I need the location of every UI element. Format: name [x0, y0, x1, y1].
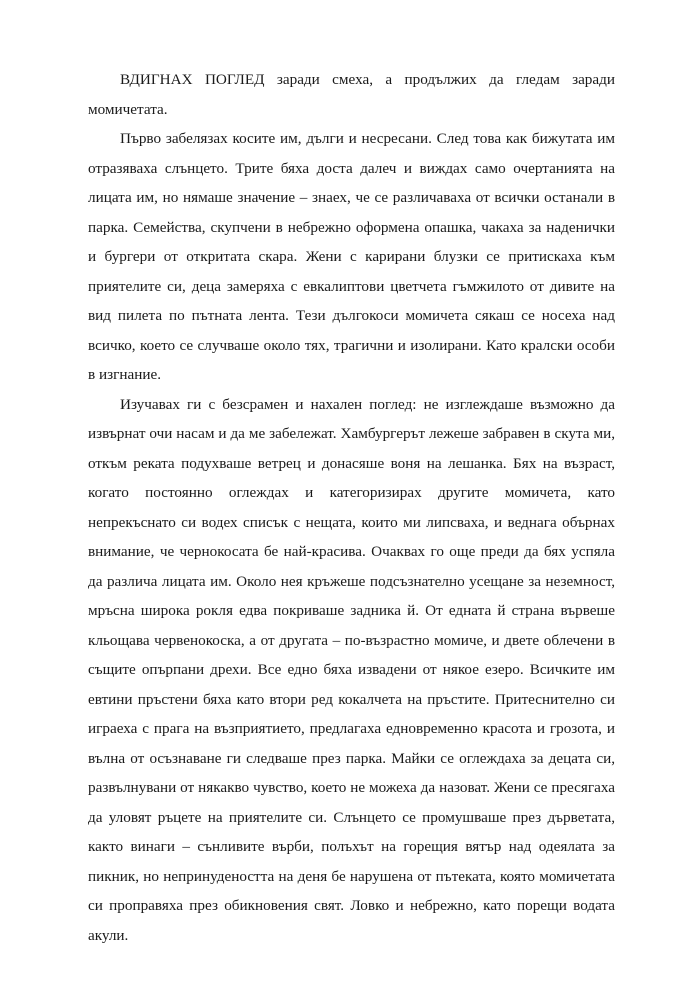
paragraph-1: ВДИГНАХ ПОГЛЕД заради смеха, а продължих да гледам заради момичетата. [88, 71, 615, 118]
body-text [88, 65, 615, 950]
paragraph-2: Първо забелязах косите им, дълги и несресани. След това как бижутата им отразяваха слънцето. Трите бяха доста далеч и виждах само очертанията на лицата им, но нямаше значение – знаех, че се различаваха от всички останали в парка. Семейства, скупчени в небрежно оформена опашка, чакаха за наденички и бургери от откритата скара. Жени с карирани блузки се притискаха към приятелите си, деца замеряха с евкалиптови цветчета гъмжилото от дивите на вид пилета по пътната лента. Тези дългокоси момичета сякаш се носеха над всичко, което се случваше около тях, трагични и изолирани. Като кралски особи в изгнание. [88, 130, 615, 383]
paragraph-3: Изучавах ги с безсрамен и нахален поглед: не изглеждаше възможно да извърнат очи насам и да ме забележат. Хамбургерът лежеше забравен в скута ми, откъм реката подухваше ветрец и донасяше воня на лешанка. Бях на възраст, когато постоянно оглеждах и категоризирах другите момичета, като непрекъснато си водех списък с нещата, които ми липсваха, и веднага обърнах внимание, че чернокосата бе най-красива. Очаквах го още преди да бях успяла да различа лицата им. Около нея кръжеше подсъзнателно усещане за неземност, мръсна широка рокля едва покриваше задника й. От едната й страна вървеше кльощава червенокоска, а от другата – по-възрастно момиче, и двете облечени в същите опърпани дрехи. Все едно бяха извадени от някое езеро. Всичките им евтини пръстени бяха като втори ред кокалчета на пръстите. Притеснително си играеха с прага на възприятието, предлагаха едновременно красота и грозота, и вълна от осъзнаване ги следваше през парка. Майки се оглеждаха за децата си, развълнувани от някакво чувство, което не можеха да назоват. Жени се пресягаха да уловят ръцете на приятелите си. Слънцето се промушваше през дърветата, както винаги – сънливите върби, полъхът на горещия вятър над одеялата за пикник, но непринудеността на деня бе нарушена от пътеката, която момичетата си проправяха през обикновения свят. Ловко и небрежно, като порещи водата акули. [88, 395, 615, 944]
